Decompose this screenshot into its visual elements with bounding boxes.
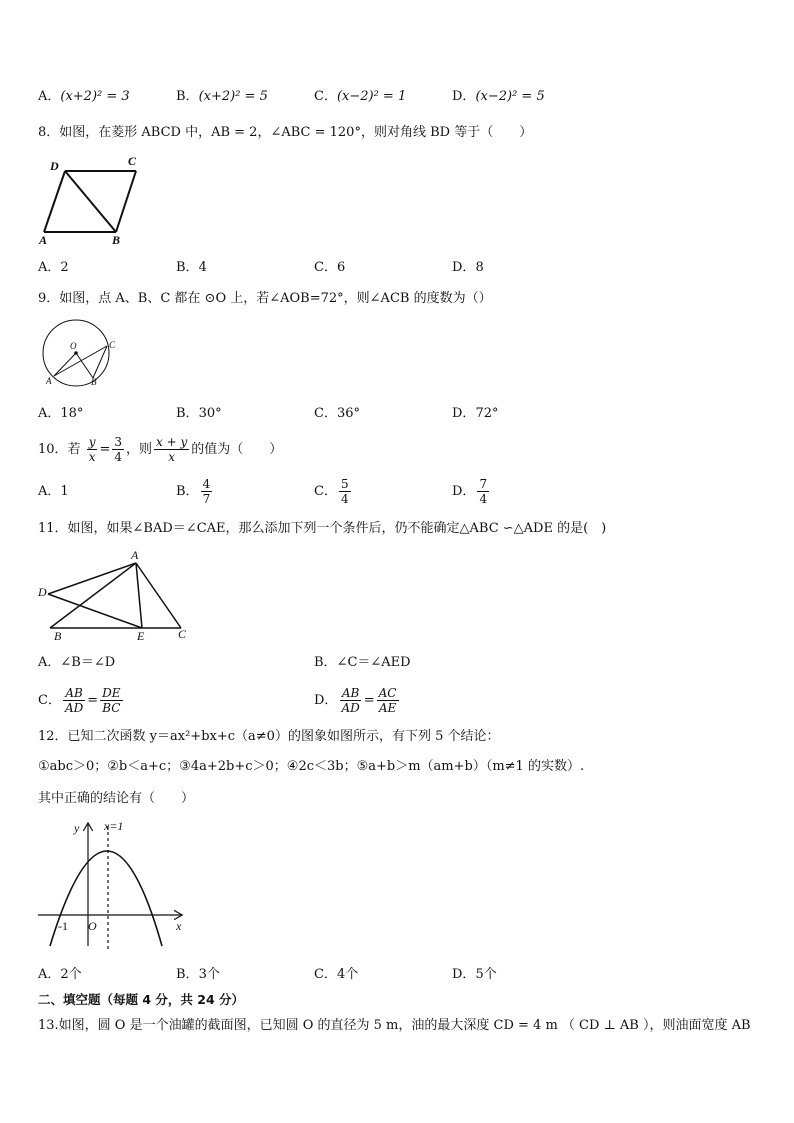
q12-option-c[interactable]: C．4个 [314,967,359,982]
q9-label-o: O [70,341,77,351]
q9-label-b: B [91,377,97,387]
q9-center-dot [74,351,78,355]
q13-stem: 13.如图，圆 O 是一个油罐的截面图，已知圆 O 的直径为 5 m，油的最大深度 CD = 4 m （ CD ⊥ AB ），则油面宽度 AB [38,1018,751,1033]
q10-option-c[interactable]: C． $\frac{5}{4}$ [314,477,349,506]
q10-option-a[interactable]: A．1 [38,484,69,499]
q9-stem: 9．如图，点 A、B、C 都在 ⊙O 上，若∠AOB=72°，则∠ACB 的度数为（） [38,291,492,306]
q11-option-d[interactable]: D． $\frac{AB}{AD}$ = $\frac{AC}{AE}$ [314,686,397,715]
q8-stem: 8．如图，在菱形 ABCD 中，AB = 2，∠ABC = 120°，则对角线 BD 等于（ ） [38,125,533,140]
q9-segment-bc [93,346,107,378]
q9-option-b[interactable]: B．30° [176,406,222,421]
q12-option-d[interactable]: D．5个 [452,967,497,982]
q10-option-d[interactable]: D． $\frac{7}{4}$ [452,477,488,506]
q10-given-value: $\frac{3}{4}$ [114,435,123,464]
q10-stem: 10．若 $\frac{y}{x}$ = $\frac{3}{4}$ ，则 $\frac{x + y}{x}$ 的值为（ ） [38,435,283,464]
q11-segment-ae [136,563,142,628]
q9-segment-ac [54,346,107,376]
q12-label-axis: x=1 [104,819,124,833]
q9-option-d[interactable]: D．72° [452,406,499,421]
q8-label-a: A [39,233,48,247]
q12-label-x: x [176,919,182,933]
q7-option-b[interactable]: B．(x+2)² = 5 [176,89,268,104]
q8-edge-da [44,171,65,232]
q11-segment-de [48,594,142,628]
q7-option-d[interactable]: D．(x−2)² = 5 [452,89,545,104]
q11-label-b: B [54,629,62,643]
q8-label-b: B [112,233,121,247]
q9-label-c: C [109,340,116,350]
q11-option-b[interactable]: B．∠C＝∠AED [314,655,411,670]
q8-option-a[interactable]: A．2 [38,260,69,275]
section-heading-fill-in: 二、填空题（每题 4 分，共 24 分） [38,992,245,1007]
q9-option-a[interactable]: A．18° [38,406,84,421]
q9-segment-ob [76,353,93,378]
q11-label-c: C [178,627,187,641]
q12-ask: 其中正确的结论有（ ） [38,791,195,806]
q11-label-d: D [38,585,47,599]
q7-option-c[interactable]: C．(x−2)² = 1 [314,89,407,104]
q7-option-a[interactable]: A．(x+2)² = 3 [38,89,130,104]
q12-label-y: y [74,821,80,835]
q8-option-c[interactable]: C．6 [314,260,346,275]
q8-label-c: C [128,154,137,168]
q11-option-a[interactable]: A．∠B＝∠D [38,655,116,670]
q12-parabola-figure [36,814,196,954]
q8-rhombus-figure [36,150,146,250]
q11-triangle-figure [36,546,196,646]
q12-option-b[interactable]: B．3个 [176,967,220,982]
q9-circle-figure [36,318,126,390]
q11-segment-ab [50,563,136,628]
q11-segment-ac [136,563,181,628]
q8-edge-bc [116,171,136,232]
q12-label-origin: O [88,919,97,933]
q9-segment-oa [54,353,76,376]
q10-option-b[interactable]: B． $\frac{4}{7}$ [176,477,211,506]
q11-label-a: A [131,548,139,562]
q8-option-d[interactable]: D．8 [452,260,484,275]
q9-label-a: A [46,376,52,386]
q8-option-b[interactable]: B．4 [176,260,207,275]
q9-option-c[interactable]: C．36° [314,406,360,421]
q12-conclusions: ①abc＞0；②b＜a+c；③4a+2b+c＞0；④2c＜3b；⑤a+b＞m（am+b）（m≠1 的实数）. [38,759,585,774]
q12-stem: 12．已知二次函数 y＝ax²+bx+c（a≠0）的图象如图所示，有下列 5 个结论： [38,729,500,744]
q8-label-d: D [50,159,59,173]
q11-label-e: E [137,629,145,643]
q11-stem: 11．如图，如果∠BAD＝∠CAE，那么添加下列一个条件后，仍不能确定△ABC ∽△ADE 的是( ) [38,521,607,536]
q12-label-minus1: -1 [58,919,68,933]
q10-asked-fraction: $\frac{x + y}{x}$ [156,435,188,464]
q11-segment-ad [48,563,136,594]
q11-option-c[interactable]: C． $\frac{AB}{AD}$ = $\frac{DE}{BC}$ [38,686,121,715]
q12-option-a[interactable]: A．2个 [38,967,82,982]
q8-diagonal-bd [65,171,116,232]
q10-given-fraction: $\frac{y}{x}$ [88,435,96,464]
